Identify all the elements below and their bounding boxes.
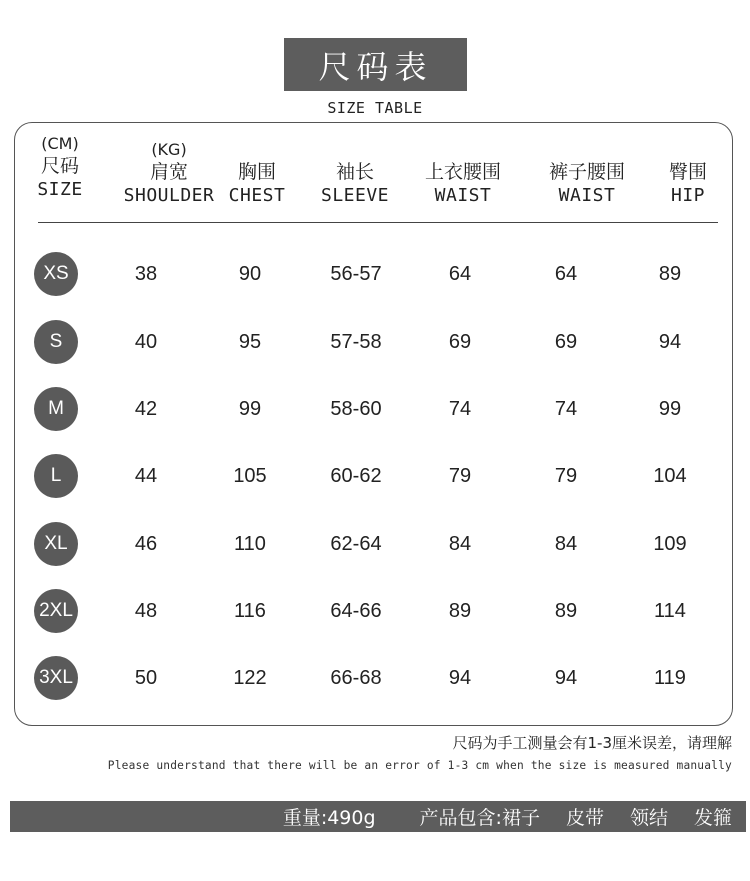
cell-pants-waist: 64 — [554, 263, 578, 285]
cell-shoulder: 42 — [134, 398, 158, 420]
cell-chest: 122 — [233, 667, 267, 689]
header-sleeve — [313, 160, 397, 208]
cell-pants-waist: 74 — [554, 398, 578, 420]
cell-chest: 105 — [233, 465, 267, 487]
size-badge: XL — [34, 522, 78, 566]
table-row — [0, 589, 750, 639]
cell-top-waist: 89 — [448, 600, 472, 622]
header-sleeve-cn: 袖长 — [335, 161, 374, 183]
header-size-en: SIZE — [37, 179, 83, 200]
cell-top-waist: 84 — [448, 533, 472, 555]
cell-sleeve: 60-62 — [330, 465, 382, 487]
weight-label: 重量:490g — [282, 807, 376, 829]
cell-hip: 99 — [658, 398, 682, 420]
header-top-waist-en: WAIST — [434, 185, 492, 206]
measurement-note-en: Please understand that there will be an error of 1-3 cm when the size is measured manually — [107, 759, 732, 772]
cell-chest: 110 — [234, 533, 266, 555]
cell-chest: 90 — [238, 263, 262, 285]
header-sleeve-en: SLEEVE — [320, 185, 390, 206]
cell-pants-waist: 94 — [554, 667, 578, 689]
cell-shoulder: 40 — [134, 331, 158, 353]
size-badge: 3XL — [34, 656, 78, 700]
size-badge: L — [34, 454, 78, 498]
cell-sleeve: 64-66 — [330, 600, 382, 622]
cell-hip: 89 — [658, 263, 682, 285]
header-shoulder-cn: 肩宽 — [149, 161, 188, 183]
cell-chest: 116 — [234, 600, 266, 622]
cell-pants-waist: 79 — [554, 465, 578, 487]
header-top-waist-cn: 上衣腰围 — [424, 161, 501, 183]
cell-sleeve: 62-64 — [330, 533, 382, 555]
cell-hip: 94 — [658, 331, 682, 353]
page-title: 尺码表 — [284, 38, 467, 91]
header-size-cn: 尺码 — [40, 155, 79, 177]
size-badge: S — [34, 320, 78, 364]
header-hip-cn: 臀围 — [668, 161, 707, 183]
cell-top-waist: 69 — [448, 331, 472, 353]
cell-top-waist: 94 — [448, 667, 472, 689]
cell-chest: 95 — [238, 331, 262, 353]
cell-shoulder: 38 — [134, 263, 158, 285]
header-divider — [38, 222, 718, 223]
cell-hip: 114 — [654, 600, 686, 622]
header-hip-en: HIP — [670, 185, 705, 206]
cell-shoulder: 44 — [134, 465, 158, 487]
package-item-belt: 皮带 — [565, 807, 604, 829]
cell-pants-waist: 84 — [554, 533, 578, 555]
header-shoulder-unit: (KG) — [151, 140, 187, 159]
size-badge: 2XL — [34, 589, 78, 633]
header-pants-waist-en: WAIST — [558, 185, 616, 206]
page-subtitle: SIZE TABLE — [327, 99, 423, 117]
package-item-hairband: 发箍 — [693, 807, 732, 829]
header-size-unit: (CM) — [41, 134, 79, 153]
header-chest-en: CHEST — [228, 185, 286, 206]
cell-hip: 104 — [653, 465, 687, 487]
cell-hip: 109 — [653, 533, 687, 555]
cell-shoulder: 50 — [134, 667, 158, 689]
product-info-bar — [10, 801, 746, 832]
table-row — [0, 522, 750, 572]
cell-sleeve: 56-57 — [330, 263, 382, 285]
header-shoulder-en: SHOULDER — [123, 185, 215, 206]
cell-sleeve: 57-58 — [330, 331, 382, 353]
cell-chest: 99 — [238, 398, 262, 420]
cell-top-waist: 74 — [448, 398, 472, 420]
cell-pants-waist: 69 — [554, 331, 578, 353]
header-shoulder — [114, 140, 224, 208]
table-row — [0, 320, 750, 370]
cell-sleeve: 66-68 — [330, 667, 382, 689]
table-row — [0, 454, 750, 504]
table-row — [0, 656, 750, 706]
size-badge: M — [34, 387, 78, 431]
header-pants-waist-cn: 裤子腰围 — [548, 161, 625, 183]
header-chest-cn: 胸围 — [237, 161, 276, 183]
package-item-collar: 领结 — [629, 807, 668, 829]
table-row — [0, 387, 750, 437]
measurement-note-cn: 尺码为手工测量会有1-3厘米误差，请理解 — [452, 734, 732, 752]
cell-shoulder: 48 — [134, 600, 158, 622]
header-size — [24, 134, 96, 202]
table-row — [0, 252, 750, 302]
header-pants-waist — [535, 160, 639, 208]
header-top-waist — [411, 160, 515, 208]
header-hip — [655, 160, 721, 208]
package-contents-label: 产品包含:裙子 — [419, 807, 540, 829]
cell-sleeve: 58-60 — [330, 398, 382, 420]
size-badge: XS — [34, 252, 78, 296]
cell-hip: 119 — [654, 667, 686, 689]
cell-top-waist: 79 — [448, 465, 472, 487]
cell-pants-waist: 89 — [554, 600, 578, 622]
cell-shoulder: 46 — [134, 533, 158, 555]
header-chest — [222, 160, 292, 208]
cell-top-waist: 64 — [448, 263, 472, 285]
